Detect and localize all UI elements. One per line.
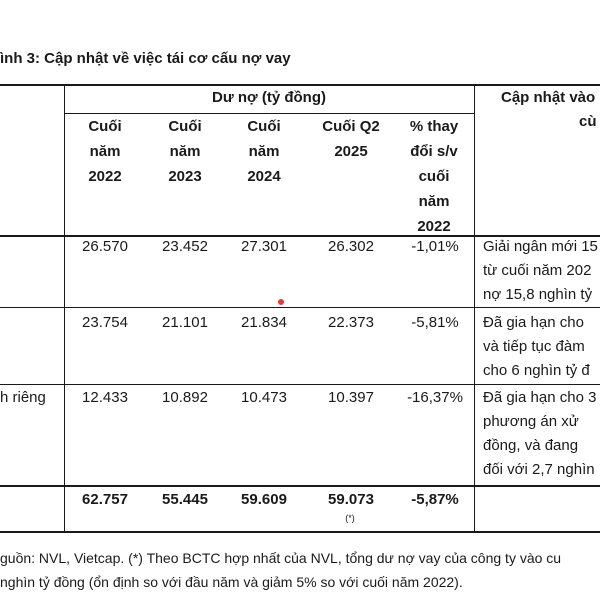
- total-2022: 62.757: [82, 491, 128, 508]
- red-dot-marker: [278, 299, 284, 305]
- row-2-update: [483, 311, 590, 383]
- row-3-update-line-1: Đã gia hạn cho 3: [483, 389, 597, 406]
- row-3-update-line-3: đồng, và đang: [483, 437, 579, 454]
- col-header-q2-2025: [311, 114, 391, 164]
- row-2-update-line-3: cho 6 nghìn tỷ đ: [483, 362, 590, 379]
- update-header-line-2: cù: [579, 113, 597, 130]
- col-header-2024: [229, 114, 299, 189]
- table-bottom-rule: [0, 531, 600, 533]
- col-divider-label: [64, 84, 65, 533]
- col-header-2022-line-2: năm: [89, 143, 121, 160]
- row-rule-2: [0, 384, 600, 385]
- row-1-2024: 27.301: [241, 238, 287, 255]
- col-header-pct-change: [394, 114, 474, 239]
- row-3-update-line-2: phương án xử: [483, 413, 579, 430]
- col-header-pct-line-1: % thay: [409, 118, 459, 135]
- row-2-2023: 21.101: [162, 314, 208, 331]
- row-3-q2-2025: 10.397: [328, 389, 374, 406]
- col-header-pct-line-2: đổi s/v: [410, 143, 458, 160]
- col-header-q2-2025-line-1: Cuối Q2: [322, 118, 380, 135]
- group-header: Dư nợ (tỷ đồng): [211, 89, 326, 106]
- total-2024: 59.609: [241, 491, 287, 508]
- row-1-update: [483, 235, 598, 307]
- col-header-2023-line-1: Cuối: [168, 118, 202, 135]
- source-note-line-2: nghìn tỷ đồng (ổn định so với đầu năm và giảm 5% so với cuối năm 2022).: [0, 574, 463, 590]
- col-header-pct-line-4: năm: [418, 193, 450, 210]
- row-1-2022: 26.570: [82, 238, 128, 255]
- row-rule-1: [0, 307, 600, 308]
- source-note-line-1: guồn: NVL, Vietcap. (*) Theo BCTC hợp nhất của NVL, tổng dư nợ vay của công ty vào cu: [0, 550, 562, 566]
- row-3-update-line-4: đối với 2,7 nghìn: [483, 461, 595, 478]
- row-1-update-line-2: từ cuối năm 202: [483, 262, 592, 279]
- row-2-pct-change: -5,81%: [411, 314, 459, 331]
- row-1-update-line-3: nợ 15,8 nghìn tỷ: [483, 286, 593, 303]
- col-header-2022: [70, 114, 140, 189]
- col-header-2022-line-3: 2022: [88, 168, 122, 185]
- total-2023: 55.445: [162, 491, 208, 508]
- col-header-2022-line-1: Cuối: [88, 118, 122, 135]
- col-header-pct-line-5: 2022: [417, 218, 451, 235]
- col-header-2024-line-2: năm: [248, 143, 280, 160]
- row-2-update-line-1: Đã gia hạn cho: [483, 314, 584, 331]
- update-header-line-1: Cập nhật vào: [501, 89, 596, 106]
- col-header-2023-line-2: năm: [169, 143, 201, 160]
- total-footnote-mark: (*): [345, 513, 355, 523]
- col-divider-update: [474, 84, 475, 533]
- row-2-q2-2025: 22.373: [328, 314, 374, 331]
- debt-restructuring-table: [0, 84, 600, 533]
- col-header-2024-line-1: Cuối: [247, 118, 281, 135]
- row-3-2024: 10.473: [241, 389, 287, 406]
- col-header-2024-line-3: 2024: [247, 168, 281, 185]
- row-1-q2-2025: 26.302: [328, 238, 374, 255]
- row-3-pct-change: -16,37%: [407, 389, 463, 406]
- row-3-update: [483, 386, 596, 482]
- row-3-2022: 12.433: [82, 389, 128, 406]
- total-pct-change: -5,87%: [411, 491, 459, 508]
- row-3-label: h riêng: [0, 389, 46, 406]
- row-2-2024: 21.834: [241, 314, 287, 331]
- row-2-2022: 23.754: [82, 314, 128, 331]
- col-header-pct-line-3: cuối: [418, 168, 450, 185]
- total-top-rule: [0, 485, 600, 487]
- row-3-2023: 10.892: [162, 389, 208, 406]
- row-2-update-line-2: và tiếp tục đàm: [483, 338, 585, 355]
- col-header-2023: [150, 114, 220, 189]
- row-1-pct-change: -1,01%: [411, 238, 459, 255]
- row-1-update-line-1: Giải ngân mới 15: [483, 238, 598, 255]
- table-title: ình 3: Cập nhật về việc tái cơ cấu nợ vay: [0, 50, 291, 67]
- total-q2-2025: 59.073: [328, 491, 374, 508]
- col-header-2023-line-3: 2023: [168, 168, 202, 185]
- col-header-q2-2025-line-2: 2025: [334, 143, 368, 160]
- row-1-2023: 23.452: [162, 238, 208, 255]
